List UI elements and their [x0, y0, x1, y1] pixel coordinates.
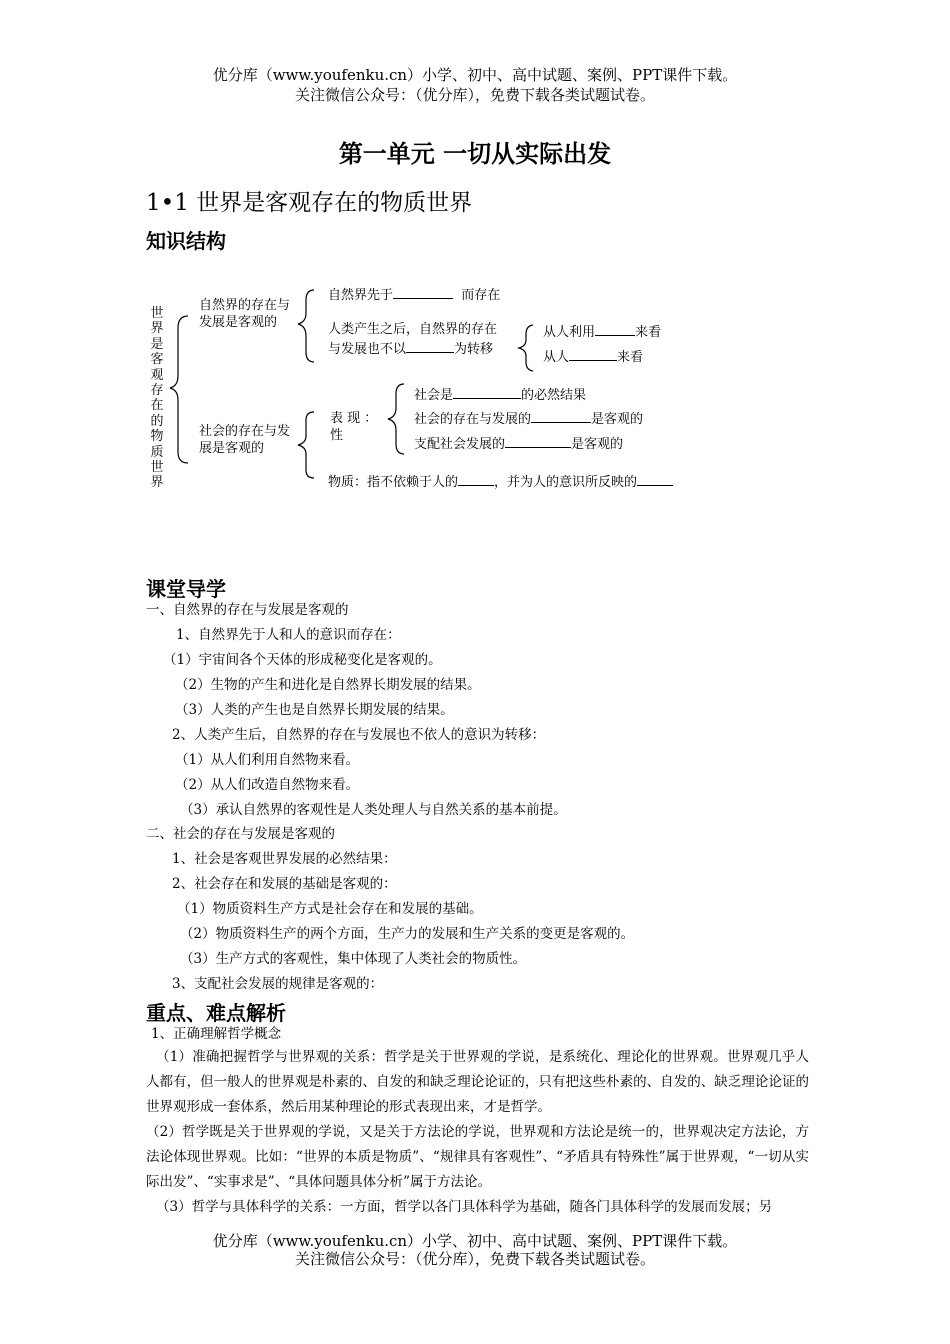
blank: [595, 323, 635, 336]
guide-line: （2）从人们改造自然物来看。: [175, 777, 360, 793]
node-society-basis: 社会的存在与发展的 是客观的: [414, 412, 644, 427]
guide-line: （3）人类的产生也是自然界长期发展的结果。: [175, 702, 454, 718]
root-brace: [170, 316, 188, 463]
node-society-law: 支配社会发展的 是客观的: [414, 437, 624, 452]
guide-line: 1、社会是客观世界发展的必然结果：: [172, 851, 397, 867]
node-nature-first: 自然界先于 而存在: [328, 288, 501, 303]
analysis-paragraph-2: （2）哲学既是关于世界观的学说，又是关于方法论的学说，世界观和方法论是统一的，世界观决定方法论，方法论体现世界观。比如：“世界的本质是物质”、“规律具有客观性”、“矛盾具有特殊性”属于世界观，“一切从实际出发”、“实事求是”、“具体问题具体分析”属于方法论。: [146, 1124, 809, 1190]
analysis-heading: 1、正确理解哲学概念: [151, 1026, 282, 1042]
guide-line: （2）物质资料生产的两个方面，生产力的发展和生产关系的变更是客观的。: [180, 926, 635, 942]
footer-line-1: 优分库（www.youfenku.cn）小学、初中、高中试题、案例、PPT课件下载。: [212, 1232, 738, 1250]
guide-line: 2、人类产生后，自然界的存在与发展也不依人的意识为转移：: [172, 727, 546, 743]
section-key-points: 重点、难点解析: [146, 1001, 286, 1025]
guide-line: 二、社会的存在与发展是客观的: [146, 826, 335, 842]
blank: [406, 340, 454, 353]
blank: [531, 410, 591, 423]
nature-brace: [298, 290, 314, 362]
section-knowledge-structure: 知识结构: [146, 229, 226, 253]
guide-line: （3）承认自然界的客观性是人类处理人与自然关系的基本前提。: [180, 802, 567, 818]
society-brace: [298, 412, 314, 478]
node-use-nature: 从人利用 来看: [543, 325, 662, 340]
analysis-paragraph-3: （3）哲学与具体科学的关系：一方面，哲学以各门具体科学为基础，随各门具体科学的发展而发展；另: [156, 1199, 773, 1215]
branch-society-line-1: 社会的存在与发: [199, 424, 291, 439]
guide-line: 1、自然界先于人和人的意识而存在：: [176, 627, 401, 643]
node-transform-nature: 从人 来看: [543, 350, 644, 365]
biaoxian-brace: [388, 384, 404, 454]
guide-line: （1）从人们利用自然物来看。: [175, 752, 360, 768]
node-society-result: 社会是 的必然结果: [414, 388, 587, 403]
guide-line: （2）生物的产生和进化是自然界长期发展的结果。: [175, 677, 481, 693]
branch-society-line-2: 展是客观的: [199, 441, 265, 456]
node-human-line-2: 与发展也不以 为转移: [328, 342, 494, 357]
blank: [393, 286, 453, 299]
header-line-2: 关注微信公众号：（优分库），免费下载各类试题试卷。: [294, 86, 655, 104]
blank: [505, 435, 571, 448]
guide-line: 2、社会存在和发展的基础是客观的：: [172, 876, 397, 892]
human-brace: [519, 325, 533, 371]
header-line-1: 优分库（www.youfenku.cn）小学、初中、高中试题、案例、PPT课件下载。: [212, 66, 738, 84]
blank: [569, 348, 617, 361]
section-classroom-guide: 课堂导学: [146, 577, 226, 601]
node-biaoxian-line-1: 表 现 ：: [330, 411, 378, 426]
node-matter-definition: 物质：指不依赖于人的 ，并为人的意识所反映的: [328, 473, 673, 491]
footer-line-2: 关注微信公众号：（优分库），免费下载各类试题试卷。: [294, 1250, 655, 1268]
diagram-root-label: 世界是客观存在的物质世界: [150, 306, 164, 491]
blank: [458, 473, 494, 486]
guide-line: 3、支配社会发展的规律是客观的：: [172, 976, 384, 992]
guide-line: 一、自然界的存在与发展是客观的: [146, 602, 349, 618]
node-biaoxian-line-2: 性: [330, 428, 344, 443]
node-human-line-1: 人类产生之后，自然界的存在: [328, 322, 498, 337]
guide-line: （3）生产方式的客观性，集中体现了人类社会的物质性。: [180, 951, 527, 967]
lesson-title: 1•1 世界是客观存在的物质世界: [146, 190, 473, 216]
branch-nature-line-2: 发展是客观的: [199, 315, 278, 330]
guide-line: （1）宇宙间各个天体的形成秘变化是客观的。: [163, 652, 442, 668]
analysis-paragraph-1: （1）准确把握哲学与世界观的关系：哲学是关于世界观的学说，是系统化、理论化的世界观。世界观几乎人人都有，但一般人的世界观是朴素的、自发的和缺乏理论论证的，只有把这些朴素的、自发的、缺乏理论论证的世界观形成一套体系，然后用某种理论的形式表现出来，才是哲学。: [146, 1049, 809, 1115]
blank: [453, 386, 521, 399]
guide-line: （1）物质资料生产方式是社会存在和发展的基础。: [177, 901, 483, 917]
unit-title: 第一单元 一切从实际出发: [338, 139, 612, 168]
blank: [637, 473, 673, 486]
branch-nature-line-1: 自然界的存在与: [199, 298, 291, 313]
